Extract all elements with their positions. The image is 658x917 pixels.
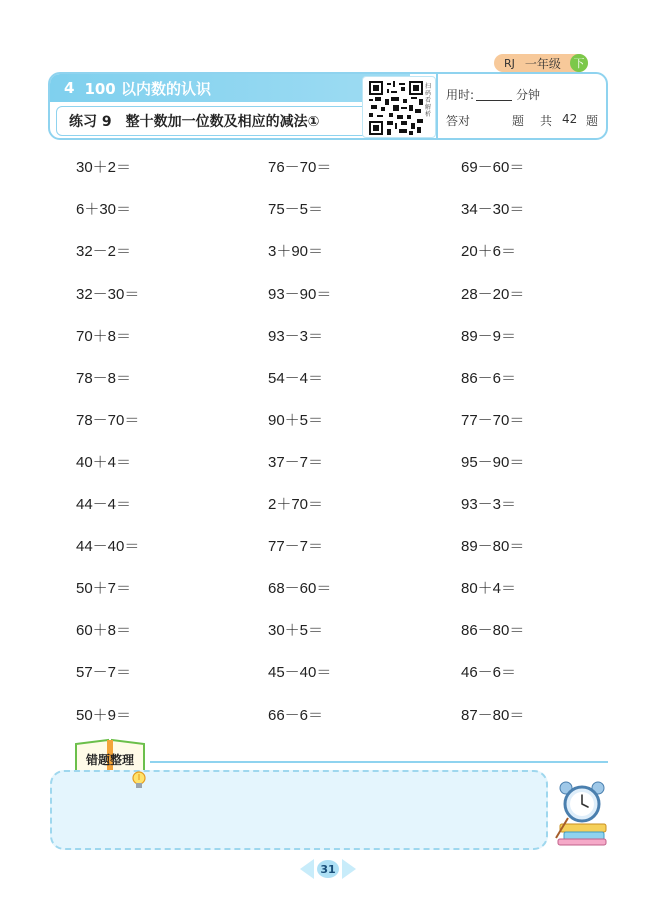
problem-2-11[interactable]: 68－60＝ (268, 580, 332, 597)
alarm-clock-icon (554, 778, 612, 846)
problem-3-1[interactable]: 69－60＝ (461, 159, 525, 176)
problem-2-12[interactable]: 30＋5＝ (268, 622, 324, 639)
lightbulb-icon (130, 770, 148, 792)
problem-3-5[interactable]: 89－9＝ (461, 328, 517, 345)
problem-3-8[interactable]: 95－90＝ (461, 454, 525, 471)
time-field (446, 86, 540, 103)
grade-badge (494, 54, 588, 72)
problem-2-9[interactable]: 2＋70＝ (268, 496, 324, 513)
problem-1-9[interactable]: 44－4＝ (76, 496, 132, 513)
problem-2-13[interactable]: 45－40＝ (268, 664, 332, 681)
unit-number: 4 (64, 79, 75, 97)
problem-3-10[interactable]: 89－80＝ (461, 538, 525, 555)
mistake-notes-area[interactable] (50, 770, 548, 850)
problem-1-8[interactable]: 40＋4＝ (76, 454, 132, 471)
answer-label: 答对 (446, 114, 471, 128)
problem-2-3[interactable]: 3＋90＝ (268, 243, 324, 260)
problem-2-2[interactable]: 75－5＝ (268, 201, 324, 218)
problem-2-14[interactable]: 66－6＝ (268, 707, 324, 724)
qr-hint-text: 扫码看解析 (425, 83, 432, 118)
problem-3-11[interactable]: 80＋4＝ (461, 580, 517, 597)
lesson-title: 整十数加一位数及相应的减法① (125, 114, 320, 130)
problem-3-12[interactable]: 86－80＝ (461, 622, 525, 639)
time-label: 用时: (446, 88, 475, 102)
problem-2-10[interactable]: 77－7＝ (268, 538, 324, 555)
grade-name: 一年级 (524, 56, 561, 71)
problem-3-3[interactable]: 20＋6＝ (461, 243, 517, 260)
problem-1-1[interactable]: 30＋2＝ (76, 159, 132, 176)
problem-1-7[interactable]: 78－70＝ (76, 412, 140, 429)
problem-2-7[interactable]: 90＋5＝ (268, 412, 324, 429)
problem-2-6[interactable]: 54－4＝ (268, 370, 324, 387)
lesson-number: 练习 9 (69, 114, 112, 130)
problem-1-5[interactable]: 70＋8＝ (76, 328, 132, 345)
page-number: 31 (317, 860, 339, 878)
problem-3-6[interactable]: 86－6＝ (461, 370, 517, 387)
edition-code: RJ (504, 56, 515, 70)
qr-box (362, 76, 436, 138)
header-panel (48, 72, 608, 140)
problem-3-9[interactable]: 93－3＝ (461, 496, 517, 513)
unit-title: 100 以内数的认识 (84, 79, 211, 98)
problem-1-6[interactable]: 78－8＝ (76, 370, 132, 387)
problem-1-2[interactable]: 6＋30＝ (76, 201, 132, 218)
problem-1-11[interactable]: 50＋7＝ (76, 580, 132, 597)
time-unit: 分钟 (516, 88, 541, 102)
problem-1-13[interactable]: 57－7＝ (76, 664, 132, 681)
mistake-divider (150, 761, 608, 763)
total-unit: 题 (586, 114, 599, 128)
problem-3-2[interactable]: 34－30＝ (461, 201, 525, 218)
problem-2-8[interactable]: 37－7＝ (268, 454, 324, 471)
mistake-title: 错题整理 (85, 753, 134, 767)
volume-badge: 下 (570, 54, 588, 72)
problem-1-4[interactable]: 32－30＝ (76, 286, 140, 303)
unit-band (50, 74, 410, 102)
page-number-badge (300, 856, 356, 882)
info-area (436, 74, 608, 138)
problem-1-3[interactable]: 32－2＝ (76, 243, 132, 260)
total-count: 42 (562, 112, 578, 126)
problem-3-7[interactable]: 77－70＝ (461, 412, 525, 429)
problem-3-4[interactable]: 28－20＝ (461, 286, 525, 303)
problem-2-1[interactable]: 76－70＝ (268, 159, 332, 176)
problem-1-14[interactable]: 50＋9＝ (76, 707, 132, 724)
problem-1-12[interactable]: 60＋8＝ (76, 622, 132, 639)
problem-1-10[interactable]: 44－40＝ (76, 538, 140, 555)
lesson-title-box (56, 106, 410, 136)
problem-2-5[interactable]: 93－3＝ (268, 328, 324, 345)
time-blank[interactable] (476, 100, 512, 101)
answer-unit: 题 (512, 114, 525, 128)
problem-2-4[interactable]: 93－90＝ (268, 286, 332, 303)
score-field (446, 112, 606, 129)
total-label: 共 (540, 114, 553, 128)
problem-3-13[interactable]: 46－6＝ (461, 664, 517, 681)
qr-code-icon[interactable] (369, 81, 423, 135)
problem-3-14[interactable]: 87－80＝ (461, 707, 525, 724)
